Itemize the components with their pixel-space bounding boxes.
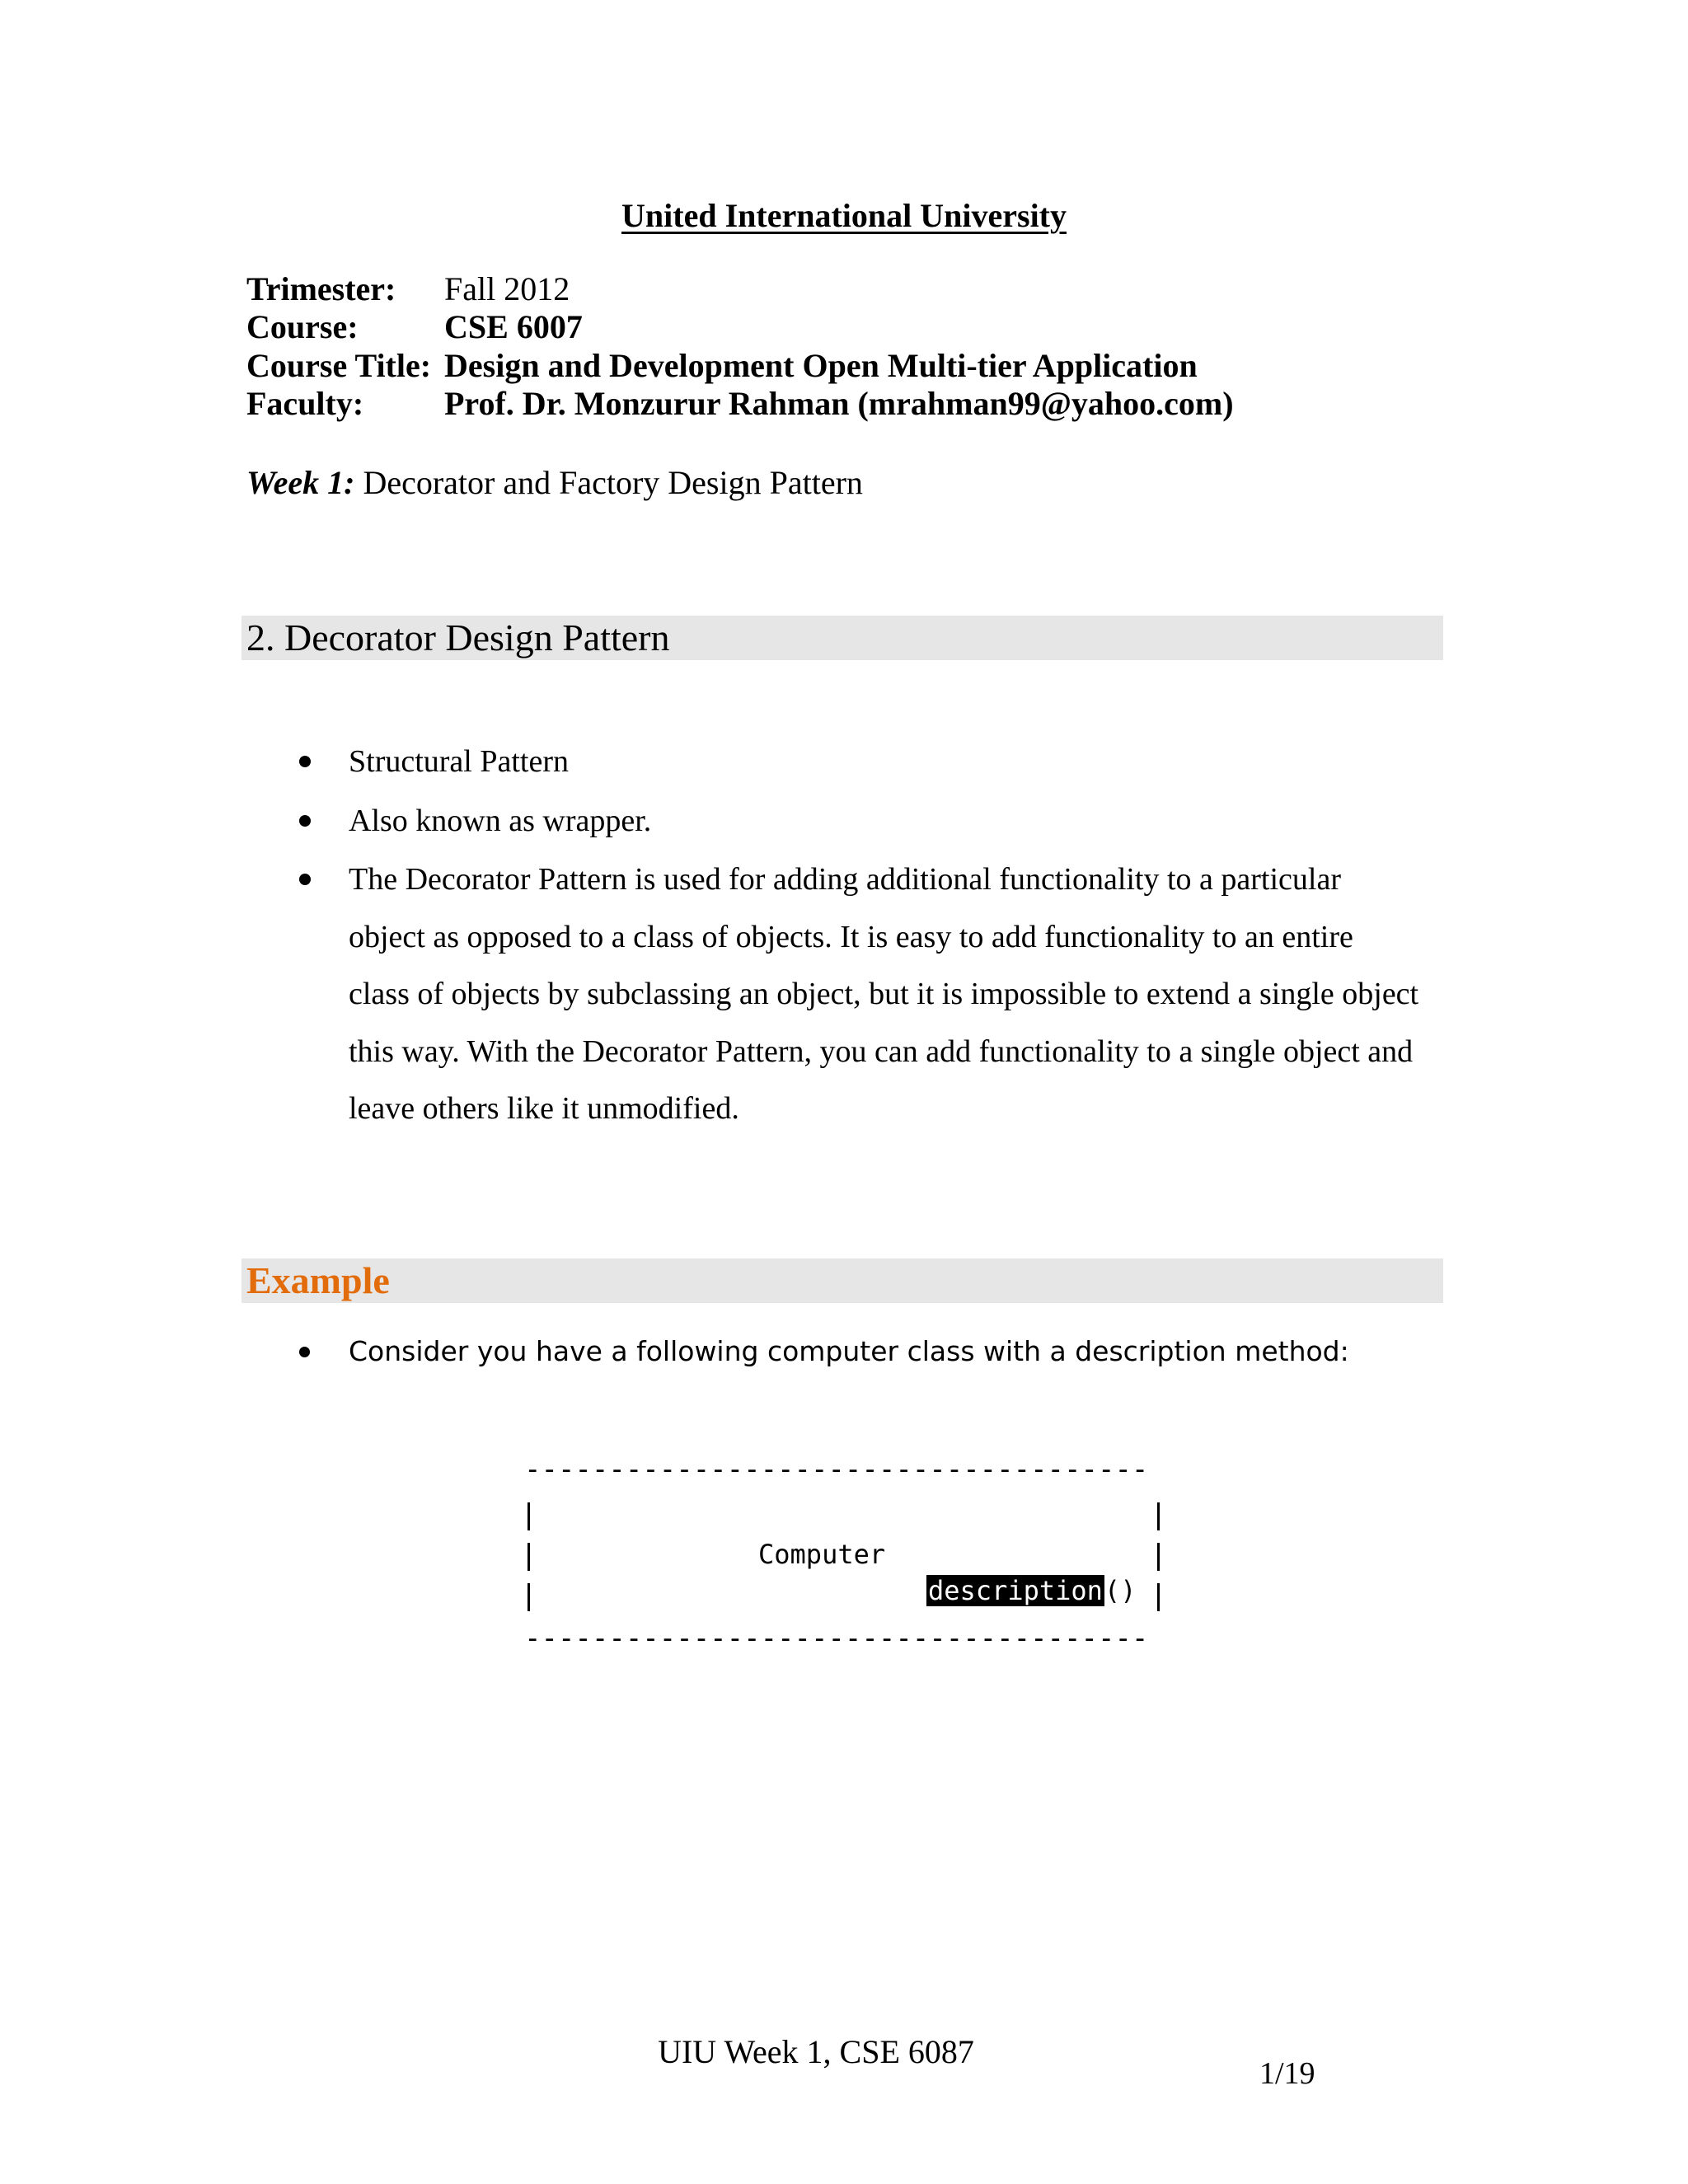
bullet-text: Also known as wrapper. xyxy=(349,803,652,838)
bullet-icon xyxy=(299,815,311,827)
diagram-right-border xyxy=(1157,1543,1160,1571)
info-label: Faculty: xyxy=(246,384,364,422)
bullet-icon xyxy=(299,1347,310,1357)
week-title: Decorator and Factory Design Pattern xyxy=(363,464,863,501)
info-value: CSE 6007 xyxy=(444,308,583,346)
week-label: Week 1: xyxy=(246,464,355,501)
diagram-top-border: ------------------------------------- xyxy=(524,1455,1149,1483)
diagram-left-border xyxy=(528,1583,530,1611)
info-value: Design and Development Open Multi-tier Application xyxy=(444,346,1198,384)
list-item xyxy=(293,793,1447,851)
info-value: Prof. Dr. Monzurur Rahman (mrahman99@yahoo.com) xyxy=(444,384,1234,422)
example-heading-band xyxy=(241,1258,1443,1303)
example-heading: Example xyxy=(246,1259,390,1301)
university-title: United International University xyxy=(621,197,1067,234)
info-label: Course: xyxy=(246,308,359,346)
bullet-list xyxy=(293,733,1447,1140)
diagram-left-border xyxy=(528,1502,530,1530)
bullet-text: Structural Pattern xyxy=(349,744,569,779)
list-item xyxy=(293,733,1447,791)
example-bullet xyxy=(293,1329,1349,1375)
diagram-right-border xyxy=(1157,1583,1160,1611)
diagram-class-name: Computer xyxy=(758,1539,886,1570)
info-value: Fall 2012 xyxy=(444,270,570,307)
list-item xyxy=(293,851,1420,1138)
info-label: Trimester: xyxy=(246,270,396,307)
method-name-highlight: description xyxy=(928,1575,1103,1606)
diagram-bottom-border: ------------------------------------- xyxy=(524,1624,1149,1652)
page-footer: UIU Week 1, CSE 6087 xyxy=(658,2033,974,2070)
info-label: Course Title: xyxy=(246,346,432,384)
week-line xyxy=(246,462,863,504)
diagram-left-border xyxy=(528,1543,530,1571)
bullet-icon xyxy=(299,756,311,767)
bullet-text: The Decorator Pattern is used for adding additional functionality to a particular object as opposed to a class of objects. It is easy to add functionality to an entire class of objects by subclassing an object, but it is impossible to extend a single object this way. With the Decorator Pattern, you can add functionality to a single object and leave others like it unmodified. xyxy=(349,862,1419,1126)
diagram-right-border xyxy=(1157,1502,1160,1530)
bullet-text: Consider you have a following computer class with a description method: xyxy=(349,1335,1349,1367)
page-number: 1/19 xyxy=(1259,2056,1315,2091)
section-heading: 2. Decorator Design Pattern xyxy=(246,616,670,658)
method-parens: () xyxy=(1104,1575,1137,1606)
diagram-method xyxy=(926,1574,1136,1607)
bullet-icon xyxy=(299,874,311,885)
